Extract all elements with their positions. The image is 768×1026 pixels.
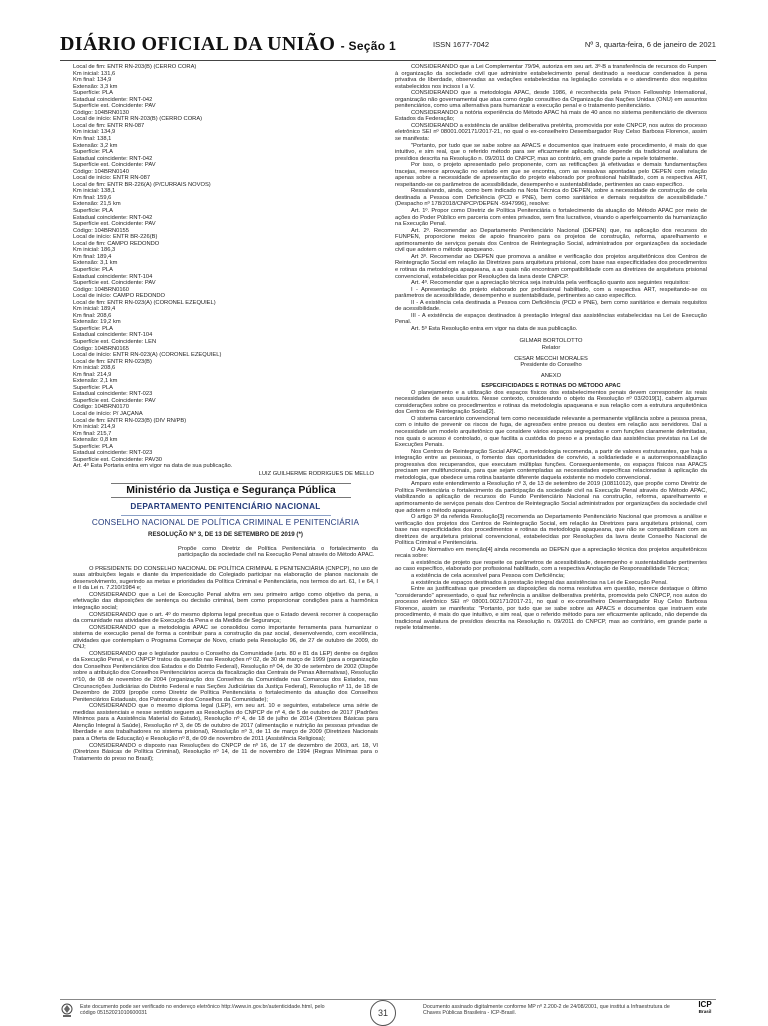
listing-line: Km inicial: 214,9 [73, 424, 116, 431]
listing-line: Superfície est. Coincidente: PAV [73, 280, 156, 287]
preamble-paragraph: CONSIDERANDO que a Lei de Execução Penal alvitra em seu primeiro artigo como objetivo da pena, a efetivação das disposições de sentença ou decisão criminal, bem como proporcionar condições para a harmônica integração social; [73, 591, 378, 612]
listing-line: Local de início: ENTR RN-023(A) (CORONEL EZEQUIEL) [73, 352, 222, 359]
signature-name: CESAR MECCHI MORALES [514, 355, 588, 362]
listing-line: Art. 4º Esta Portaria entra em vigor na data de sua publicação. [73, 463, 233, 470]
listing-line: Local de início: ENTR RN-087 [73, 175, 151, 182]
body-paragraph: CONSIDERANDO que a Lei Complementar 79/94, autoriza em seu art. 3º-B a transferência de recursos do Funpen à organização da sociedade civil que administre estabelecimento penal destinado a reeducar condenados à pena privativa de liberdade, observadas as vedações estabelecidas na legislação correlata e o atendimento dos requisitos estabelecidos nos incisos I a V. [395, 64, 707, 90]
listing-line: Superfície: PLA [73, 384, 113, 391]
listing-line: Superfície est. Coincidente: PAV [73, 162, 156, 169]
right-column [395, 64, 707, 632]
listing-line: Local de fim: CAMPO REDONDO [73, 240, 160, 247]
body-paragraph: CONSIDERANDO a existência de análise deliberativa pretérita, promovida por este CNPCP, nos autos do processo eletrônico SEI nº 08001.002171/2017-21, no qual o ex-conselheiro Desembargador Ruy Celso Barbosa Florence, assim se manifesta: [395, 122, 707, 143]
body-paragraph: Art 3º. Recomendar ao DEPEN que promova a análise e verificação dos projetos arquitetônicos dos Centros de Reintegração Social em relação às Diretrizes para arquitetura prisional, com base nas especificidades dos procedimentos e rotinas da metodologia apaqueana, a as quais não encontram compatibilidade com as diretrizes de arquitetura prisional convencional, estabelecidas por Resoluções da lavra deste CNPCP. [395, 253, 707, 280]
annex-paragraph: Nos Centros de Reintegração Social APAC, a metodologia recomenda, a partir de valores estruturantes, que haja a integração entre as pessoas, o fomento das oportunidades de convívio, a solidariedade e a autorresponsabilização progressiva dos recuperandos, que executam múltiplas funções. Consequentemente, os espaços físicos nas APACS precisam ser multifuncionais, para que sejam contempladas as necessidades específicas relacionadas à aplicação da metodologia, que obedece uma rotina bastante diferente daquela existente no modelo convencional. [395, 448, 707, 481]
newspaper-title: DIÁRIO OFICIAL DA UNIÃO [60, 33, 336, 55]
listing-line: Superfície: PLA [73, 208, 113, 215]
listing-line: Km inicial: 134,9 [73, 129, 116, 136]
listing-line: Km final: 138,1 [73, 136, 112, 143]
icp-logo-subtext: Brasil [698, 1009, 712, 1014]
annex-paragraph: O planejamento e a utilização dos espaços físicos dos estabelecimentos penais devem corresponder às reais necessidades de seus usuários. Nesse contexto, considerando o objeto da Resolução nº 03/2019[1], cabem algumas considerações sobre os procedimentos e rotinas da metodologia apaqueana e sua relação com a estrutura arquitetônica dos Centros de Reintegração Social[2]. [395, 389, 707, 416]
resolution-summary: Propõe como Diretriz de Política Penitenciária o fortalecimento da participação da sociedade civil na Execução Penal através do Método APAC. [178, 545, 378, 559]
listing-line: Local de fim: ENTR RN-087 [73, 122, 145, 129]
listing-line: Local de início: ENTR RN-203(B) (CERRO CORÁ) [73, 116, 203, 123]
listing-line: Superfície: PLA [73, 443, 113, 450]
listing-line: Km final: 215,7 [73, 430, 112, 437]
signature-role: Presidente do Conselho [520, 362, 582, 369]
body-paragraph: Art. 4º. Recomendar que a apreciação técnica seja instruída pela verificação quanto aos seguintes requisitos: [411, 280, 690, 287]
body-paragraph: II - A existência cela destinada a Pessoa com Deficiência (PCD e PNE), bem como sanitários e demais requisitos de acessibilidade. [395, 299, 707, 313]
listing-line: Superfície: PLA [73, 266, 113, 273]
body-paragraph: Art. 1º. Propor como Diretriz de Política Penitenciária o fortalecimento da atuação do Método APAC por meio de ações do Poder Público em parceria com entes privados, sem fins lucrativos, visando o aperfeiçoamento da humanização na Execução Penal. [395, 208, 707, 228]
listing-line: Km final: 134,9 [73, 77, 112, 84]
listing-line: Local de início: ENTR BR-226(B) [73, 234, 158, 241]
listing-line: Local de fim: ENTR BR-226(A) (P/CURRAIS NOVOS) [73, 181, 211, 188]
listing-line: Código: 104BRN0155 [73, 227, 129, 234]
annex-paragraph: Entre as justificativas que precedem as disposições da norma resolutiva em questão, merece destaque o último "considerando" apresentado, o qual faz referência a análise deliberativa pretérita, promovida pelo CNPCP, nos autos do processo eletrônico SEI nº 08001.002171/2017-21, no qual o ex-conselheiro Desembargador Ruy Celso Barbosa Florence, assim se manifesta: "Portanto, por tudo que se sabe sobre as APACS e documentos que instruem este procedimento, é mais do que intuitivo, e sim real, que o referido método para ser eficazmente aplicado, não depende da tradicional avaliatura de presídios descrita na Resolução n. 09/2011 do CNPCP, mas ao contrário, em grande parte a repele totalmente. [395, 586, 707, 632]
listing-line: Local de fim: ENTR RN-023(B) [73, 358, 152, 365]
section-label: - Seção 1 [340, 39, 396, 53]
annex-paragraph: a existência de projeto que respeite os parâmetros de acessibilidade, desempenho e sustentabilidade pertinentes ao caso específico, elaborado por profissional habilitado, com a respectiva Anotação de Responsabilidade Técnica; [395, 559, 707, 573]
signature-role: Relator [541, 344, 561, 351]
listing-line: Km inicial: 189,4 [73, 306, 116, 313]
listing-line: Extensão: 0,8 km [73, 437, 118, 444]
listing-line: Local de início: CAMPO REDONDO [73, 293, 166, 300]
ministry-heading: Ministério da Justiça e Segurança Pública [111, 483, 351, 498]
annex-paragraph: a existência de espaços destinados à prestação integral das assistências na Lei de Execução Penal. [411, 579, 668, 586]
annex-paragraph: Amparo este entendimento a Resolução nº 3, de 13 de setembro de 2019 (10811012), que propõe como Diretriz de Política Penitenciária o fortalecimento da participação da sociedade civil na Execução Penal através do Método APAC, viabilizando a aplicação de recursos do Fundo Penitenciário Nacional na construção, reforma, aparelhamento e aprimoramento de serviços penais dos Centros de Reintegração Social administrados por organizações da sociedade civil que adotem o método apaqueano. [395, 481, 707, 514]
body-paragraph: Ressalvando, ainda, como bem indicado na Nota Técnica do DEPEN, sobre a necessidade de construção de cela destinada a Pessoa com Deficiência (PCD e PNE), bem como sanitários e demais requisitos de acessibilidade." (Despacho nº 178/2018/CNPCP/DEPEN -5947996), resolve: [395, 188, 707, 208]
page-number: 31 [370, 1000, 396, 1026]
issn: ISSN 1677-7042 [433, 40, 490, 49]
icp-brasil-logo [694, 1001, 716, 1014]
listing-line: Superfície est. Coincidente: PAV [73, 397, 156, 404]
annex-paragraph: O Ato Normativo em menção[4] ainda recomenda ao DEPEN que a apreciação técnica dos projetos arquitetônicos recaia sobre: [395, 546, 707, 560]
listing-line: Código: 104BRN0130 [73, 109, 129, 116]
listing-line: Local de fim: ENTR RN-023(A) (CORONEL EZEQUIEL) [73, 299, 216, 306]
listing-line: Km inicial: 208,6 [73, 365, 116, 372]
body-paragraph: Por isso, o projeto apresentado pelo proponente, com as retificações já efetivadas e demais fundamentações tracejas, merece aprovação no estado em que se encontra, com as ressalvas apontadas pelo DEPEN com relação apenas sobre a necessidade de apresentação do projeto elaborado por profissional habilitado, com a respectiva ART, respeitando-se os parâmetros de acessibilidade, desempenho e sustentabilidade, pertinentes ao caso específico. [395, 162, 707, 188]
listing-line: Km final: 208,6 [73, 312, 112, 319]
body-paragraph: CONSIDERANDO que a metodologia APAC, desde 1986, é reconhecida pela Prison Fellowship International, organização não governamental que atua como órgão consultivo da Organização das Nações Unidas (ONU) em assuntos penitenciários, como uma alternativa para humanizar a execução penal e o tratamento penitenciário. [395, 90, 707, 110]
preamble-paragraph: CONSIDERANDO que o art. 4º do mesmo diploma legal preceitua que o Estado deverá recorrer à cooperação da comunidade nas atividades de Execução da Pena e da Medida de Segurança; [73, 611, 378, 625]
listing-line: Local de fim: ENTR RN-203(B) (CERRO CORÁ) [73, 64, 197, 70]
listing-line: Código: 104BRN0160 [73, 286, 129, 293]
listing-line: Código: 104BRN0140 [73, 168, 129, 175]
listing-line: Km inicial: 131,6 [73, 70, 116, 77]
signature-president [395, 356, 707, 369]
annex-label: ANEXO [540, 372, 562, 379]
preamble-paragraph: CONSIDERANDO o disposto nas Resoluções do CNPCP de nº 16, de 17 de dezembro de 2003, art. 18, VI (Diretrizes Básicas de Política Criminal), Resolução nº 14, de 11 de novembro de 1994 (Regras Mínimas para o Tratamento do preso no Brasil); [73, 742, 378, 762]
listing-line: Superfície est. Coincidente: LEN [73, 338, 157, 345]
preamble-paragraph: CONSIDERANDO que o mesmo diploma legal (LEP), em seu art. 10 e seguintes, estabelece uma série de medidas assistenciais e nesse sentido seguem as Resoluções do CNPCP de nº 4, de 5 de outubro de 2017 (Padrões Mínimos para a Assistência Material do Estado), Resolução nº 4, de 18 de julho de 2014 (Diretrizes Básicas para Atenção Integral à Saúde), Resolução nº 3, de 05 de outubro de 2017 (alimentação e nutrição às pessoas privadas de liberdade e aos trabalhadores no sistema prisional), Resolução nº 3, de 11 de março de 2009 (Diretrizes Nacionais para a Oferta de Educação) e Resolução nº 8, de 09 de novembro de 2011 (Assistência Religiosa); [73, 703, 378, 742]
listing-line: Extensão: 3,3 km [73, 83, 118, 90]
newspaper-masthead [60, 33, 396, 56]
annex-paragraph: O sistema carcerário convencional tem como necessidade relevante a permanente vigilância sobre a pessoa presa, com o intuito de prevenir os riscos de fuga, de agressões entre presos ou destes em relação aos servidores. Daí a necessidade um modelo arquitetônico que considere vários espaços segregados e com funções claramente delimitadas, nos quais o acesso é controlado, o que facilita a custódia do preso e a prestação das assistências previstas na Lei de Execuções Penais. [395, 415, 707, 449]
icp-logo-text: ICP [698, 1000, 712, 1009]
listing-line: Km inicial: 138,1 [73, 188, 116, 195]
listing-line: Extensão: 2,1 km [73, 378, 118, 385]
page-header [60, 33, 716, 61]
listing-line: Km final: 214,9 [73, 371, 112, 378]
listing-line: Estadual coincidente: RNT-042 [73, 96, 153, 103]
issue-date: Nº 3, quarta-feira, 6 de janeiro de 2021 [584, 40, 716, 49]
council-heading: CONSELHO NACIONAL DE POLÍTICA CRIMINAL E PENITENCIÁRIA [91, 517, 360, 527]
listing-line: Superfície: PLA [73, 325, 113, 332]
body-paragraph: Art. 2º. Recomendar ao Departamento Penitenciário Nacional (DEPEN) que, na aplicação dos recursos do FUNPEN, proporcione meios de apoio financeiro para os projetos de construção, reforma, aparelhamento e aprimoramento de serviços penais dos Centros de Reintegração Social, administrados por organizações da sociedade civil que adotem o método apaqueano. [395, 227, 707, 254]
listing-line: Estadual coincidente: RNT-042 [73, 214, 153, 221]
listing-line: Extensão: 21,5 km [73, 201, 121, 208]
road-listing [73, 64, 378, 470]
body-paragraph: Art. 5º Esta Resolução entra em vigor na data de sua publicação. [411, 325, 578, 332]
listing-line: Km final: 189,4 [73, 253, 112, 260]
annex-title: ESPECIFICIDADES E ROTINAS DO MÉTODO APAC [481, 383, 621, 390]
footer-verification: Este documento pode ser verificado no endereço eletrônico http://www.in.gov.br/autenticidade.html, pelo código 05152021010600031 [80, 1004, 325, 1017]
department-heading: DEPARTAMENTO PENITENCIÁRIO NACIONAL [130, 502, 321, 511]
preamble-paragraph: CONSIDERANDO que o legislador pautou o Conselho da Comunidade (arts. 80 e 81 da LEP) dentre os órgãos da Execução Penal, e o CNPCP tratou da questão nas Resoluções nº 02, de 30 de março de 1999 (para a organização dos Conselhos Penitenciários dos Estados e do Distrito Federal), Resolução nº 04, de 30 de setembro de 2002 (Dispõe sobre a atribuição dos Conselhos Penitenciários acerca da fiscalização das Centrais de Penas Alternativas), Resolução nº10, de 08 de novembro de 2004 (organização dos Conselhos da Comunidade nas Comarcas dos Estados, nas Circunscrições Judiciárias do Distrito Federal e nas Seções Judiciárias da Justiça Federal), Resolução nº 11, de 18 de Dezembro de 2009 (propõe como Diretriz de Política Penitenciária o fortalecimento da atuação dos Conselhos Penitenciários Estaduais, dos Patronatos e dos Conselhos da Comunidade); [73, 650, 378, 703]
body-paragraph: I - Apresentação do projeto elaborado por profissional habilitado, com a respectiva ART, respeitando-se os parâmetros de acessibilidade, desempenho e sustentabilidade, pertinentes ao caso específico. [395, 286, 707, 300]
listing-line: Extensão: 3,1 km [73, 260, 118, 267]
listing-line: Superfície est. Coincidente: PAV [73, 221, 156, 228]
header-divider [60, 60, 716, 61]
signature-name: GILMAR BORTOLOTTO [519, 338, 583, 345]
listing-line: Km inicial: 186,3 [73, 247, 116, 254]
listing-line: Superfície: PLA [73, 90, 113, 97]
left-column [73, 64, 378, 762]
signature-relator [395, 338, 707, 351]
listing-line: Extensão: 19,2 km [73, 319, 121, 326]
body-paragraph: CONSIDERANDO a notória experiência do Método APAC há mais de 40 anos no sistema penitenciário de diversos Estados da Federação; [395, 109, 707, 123]
annex-body [395, 390, 707, 632]
listing-line: Estadual coincidente: RNT-104 [73, 332, 153, 339]
body-paragraph: "Portanto, por tudo que se sabe sobre as APACS e documentos que instruem este procedimento, é mais do que intuitivo, e sim real, que o referido método para ser eficazmente aplicado, não depende da tradicional avaliatura de presídios descrita na Resolução n. 09/2011 do CNPCP, mas ao contrário, em grande parte a repele totalmente. [395, 142, 707, 162]
department-divider [121, 515, 331, 516]
listing-line: Superfície: PLA [73, 149, 113, 156]
footer-signature-note: Documento assinado digitalmente conforme MP nº 2.200-2 de 24/08/2001, que institui a Infraestrutura de Chaves Públicas Brasileira - ICP-Brasil. [423, 1004, 670, 1017]
page-footer [60, 1002, 716, 1024]
listing-line: Superfície est. Coincidente: PAV30 [73, 456, 162, 463]
resolution-title: RESOLUÇÃO Nº 3, DE 13 DE SETEMBRO DE 2019 (*) [148, 531, 303, 539]
listing-line: Estadual coincidente: RNT-023 [73, 450, 153, 457]
listing-line: Local de fim: ENTR RN-023(B) (DIV RN/PB) [73, 417, 187, 424]
listing-line: Estadual coincidente: RNT-042 [73, 155, 153, 162]
annex-paragraph: a existência de cela acessível para Pessoa com Deficiência; [411, 573, 565, 580]
annex-paragraph: O artigo 3º da referida Resolução[3] recomenda ao Departamento Penitenciário Nacional que promova a análise e verificação dos projetos dos Centros de Reintegração Social, em relação às Diretrizes para arquitetura prisional, com base nas especificidades dos procedimentos e rotinas da metodologia apaqueana, que não se compatibilizam com as diretrizes de arquitetura prisional convencional, estabelecidas por Resoluções da lavra deste Conselho Nacional de Política Criminal e Penitenciária. [395, 514, 707, 547]
listing-line: Código: 104BRN0170 [73, 404, 129, 411]
listing-line: Km final: 159,6 [73, 194, 112, 201]
resolution-body [395, 64, 707, 332]
resolution-preamble [73, 566, 378, 762]
coat-of-arms-icon [60, 1003, 74, 1019]
preamble-paragraph: CONSIDERANDO que a metodologia APAC se consolidou como importante ferramenta para humanizar o sistema de execução penal de forma a contribuir para a construção da paz social, desenvolvendo, com excelência, atividades que contemplam o Programa Começar de Novo, criado pela Resolução 96, de 27 de outubro de 2009, do CNJ; [73, 624, 378, 651]
listing-line: Superfície est. Coincidente: PAV [73, 103, 156, 110]
left-signature: LUIZ GUILHERME RODRIGUES DE MELLO [258, 470, 374, 477]
listing-line: Estadual coincidente: RNT-023 [73, 391, 153, 398]
listing-line: Extensão: 3,2 km [73, 142, 118, 149]
body-paragraph: III - A existência de espaços destinados à prestação integral das assistências estabelecidas na Lei de Execução Penal. [395, 312, 707, 326]
listing-line: Local de início: P/ JAÇANÃ [73, 410, 143, 417]
preamble-paragraph: O PRESIDENTE DO CONSELHO NACIONAL DE POLÍTICA CRIMINAL E PENITENCIÁRIA (CNPCP), no uso de suas atribuições legais e diante da imperiosidade do Colegiado participar na elaboração de planos nacionais de desenvolvimento, sugerindo as metas e prioridades da Política Criminal e Penitenciária, nos termos do art. 61, I e 64, I e II da Lei n. 7.210/1984 e; [73, 565, 378, 592]
footer-divider [60, 999, 716, 1000]
listing-line: Estadual coincidente: RNT-104 [73, 273, 153, 280]
listing-line: Código: 104BRN0165 [73, 345, 129, 352]
